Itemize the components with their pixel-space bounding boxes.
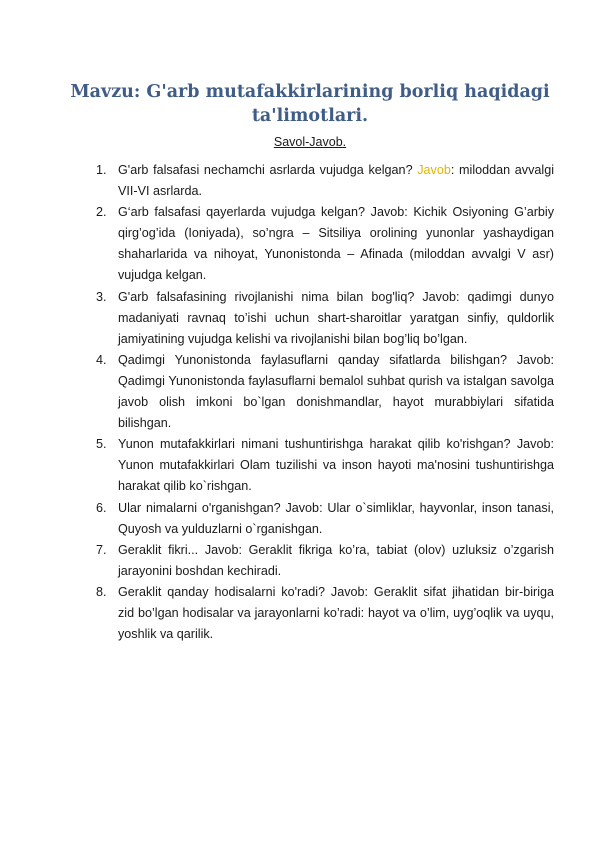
page-title: Mavzu: G'arb mutafakkirlarining borliq haqidagi ta'limotlari. xyxy=(70,82,550,126)
list-item-number: 2. xyxy=(96,205,107,220)
list-item-number: 5. xyxy=(96,437,107,452)
list-item xyxy=(96,434,554,497)
list-item-number: 6. xyxy=(96,500,107,515)
list-item xyxy=(96,540,554,582)
list-item xyxy=(96,350,554,434)
qa-list xyxy=(96,160,554,645)
list-item xyxy=(96,287,554,350)
list-item-number: 3. xyxy=(96,289,107,304)
list-item-number: 4. xyxy=(96,352,107,367)
list-item xyxy=(96,498,554,540)
list-item-number: 8. xyxy=(96,584,107,599)
list-item-text: Yunon mutafakkirlari nimani tushuntirishga harakat qilib ko'rishgan? Javob: Yunon mutafakkirlari Olam tuzilishi va inson hayoti ma'nosini tushuntirishga harakat qilib ko`rishgan. xyxy=(118,437,554,494)
page-subtitle: Savol-Javob. xyxy=(273,135,347,149)
list-item xyxy=(96,160,554,202)
list-item-text: Geraklit fikri... Javob: Geraklit fikriga ko’ra, tabiat (olov) uzluksiz o’zgarish jarayonini boshdan kechiradi. xyxy=(118,542,554,578)
list-item xyxy=(96,202,554,286)
list-item-text: Qadimgi Yunonistonda faylasuflarni qanday sifatlarda bilishgan? Javob: Qadimgi Yunonistonda faylasuflarni bemalol suhbat qurish va istalgan savolga javob olish imkoni bo`lgan donishmandlar, hayot murabbiylari sifatida bilishgan. xyxy=(118,352,554,431)
list-item-number: 7. xyxy=(96,542,107,557)
answer-text: : miloddan avvalgi VII-VI asrlarda. xyxy=(118,163,555,199)
list-item-text: G‘arb falsafasi qayerlarda vujudga kelgan? Javob: Kichik Osiyoning G’arbiy qirg’og’ida (Ioniyada), so’ngra – Sitsiliya orolining yunonlar yashaydigan shaharlarida va nihoyat, Yunonistonda – Afinada (miloddan avvalgi V asr) vujudga kelgan. xyxy=(118,205,554,283)
question-text: G'arb falsafasi nechamchi asrlarda vujudga kelgan? xyxy=(118,163,413,177)
list-item-text: Geraklit qanday hodisalarni ko'radi? Javob: Geraklit sifat jihatidan bir-biriga zid bo’lgan hodisalar va jarayonlarni ko’radi: hayot va o’lim, uyg’oqlik va uyqu, yoshlik va qarilik. xyxy=(118,584,554,642)
list-item xyxy=(96,582,554,645)
list-item-text: Ular nimalarni o'rganishgan? Javob: Ular o`simliklar, hayvonlar, inson tanasi, Quyosh va yulduzlarni o`rganishgan. xyxy=(118,500,554,536)
answer-label: Javob xyxy=(417,163,451,177)
list-item-text: G'arb falsafasining rivojlanishi nima bilan bog'liq? Javob: qadimgi dunyo madaniyati ravnaq to’ishi uchun shart-sharoitlar yaratgan sinfiy, quldorlik jamiyatining vujudga kelishi va rivojlanishi bilan bog’liq bo’lgan. xyxy=(118,289,554,346)
list-item-number: 1. xyxy=(96,163,107,177)
